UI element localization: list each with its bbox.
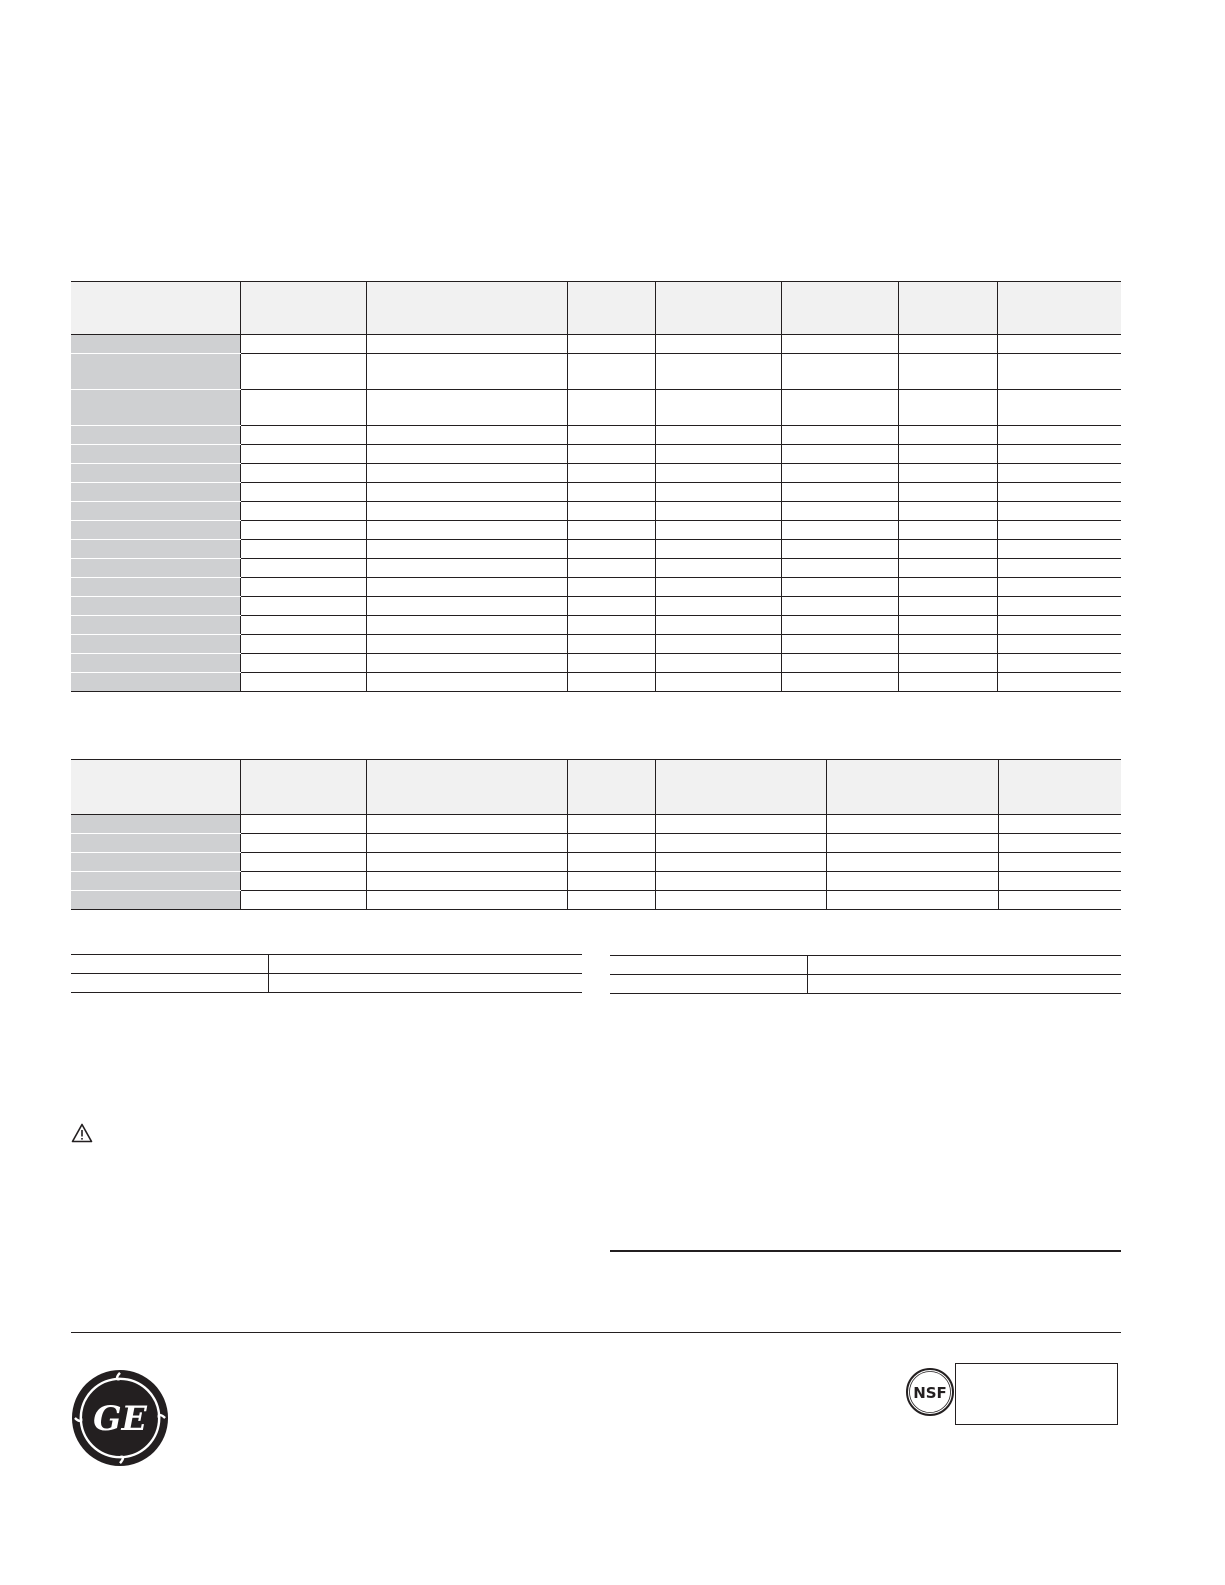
warning-triangle-icon bbox=[71, 1123, 93, 1143]
table-cell bbox=[998, 815, 1121, 834]
table-cell bbox=[366, 891, 567, 910]
table-cell bbox=[366, 540, 567, 559]
table-cell bbox=[655, 483, 781, 502]
table-cell bbox=[826, 815, 998, 834]
table-cell bbox=[781, 502, 898, 521]
row-header-cell bbox=[71, 483, 240, 502]
table-cell bbox=[366, 483, 567, 502]
column-header-cell bbox=[240, 282, 366, 335]
table-cell bbox=[655, 635, 781, 654]
table-cell bbox=[655, 464, 781, 483]
table-cell bbox=[567, 616, 655, 635]
table-cell bbox=[240, 559, 366, 578]
column-header-cell bbox=[655, 282, 781, 335]
table-cell bbox=[997, 521, 1121, 540]
table-cell bbox=[898, 426, 997, 445]
table-cell bbox=[567, 654, 655, 673]
table-cell bbox=[826, 872, 998, 891]
row-header-cell bbox=[71, 502, 240, 521]
row-header-cell bbox=[71, 521, 240, 540]
table-cell bbox=[366, 616, 567, 635]
row-header-cell bbox=[71, 578, 240, 597]
row-header-cell bbox=[71, 540, 240, 559]
kv-value-cell bbox=[268, 974, 582, 993]
kv-label-cell bbox=[610, 956, 807, 975]
row-header-cell bbox=[71, 834, 240, 853]
table-row bbox=[71, 335, 1121, 354]
table-cell bbox=[898, 540, 997, 559]
table-cell bbox=[655, 654, 781, 673]
table-cell bbox=[366, 872, 567, 891]
kv-table-right bbox=[610, 955, 1121, 994]
table-cell bbox=[998, 834, 1121, 853]
table-cell bbox=[655, 335, 781, 354]
table-cell bbox=[366, 354, 567, 390]
table-row bbox=[71, 445, 1121, 464]
table-row bbox=[71, 559, 1121, 578]
table-cell bbox=[240, 834, 366, 853]
table-cell bbox=[826, 891, 998, 910]
table-cell bbox=[240, 635, 366, 654]
table-cell bbox=[366, 502, 567, 521]
table-cell bbox=[655, 354, 781, 390]
table-cell bbox=[781, 390, 898, 426]
kv-label-cell bbox=[71, 955, 268, 974]
kv-value-cell bbox=[807, 975, 1121, 994]
table-cell bbox=[655, 891, 826, 910]
table-row bbox=[71, 502, 1121, 521]
table-cell bbox=[898, 635, 997, 654]
column-header-cell bbox=[240, 760, 366, 815]
table-cell bbox=[567, 502, 655, 521]
table-cell bbox=[240, 426, 366, 445]
table-cell bbox=[898, 578, 997, 597]
table-cell bbox=[240, 464, 366, 483]
row-header-cell bbox=[71, 673, 240, 692]
certification-box bbox=[955, 1363, 1118, 1425]
table-cell bbox=[567, 872, 655, 891]
table-cell bbox=[997, 578, 1121, 597]
spec-table-2 bbox=[71, 759, 1121, 910]
table-cell bbox=[366, 559, 567, 578]
table-cell bbox=[567, 578, 655, 597]
table-row bbox=[71, 540, 1121, 559]
column-header-cell bbox=[366, 760, 567, 815]
row-header-cell bbox=[71, 616, 240, 635]
table-row bbox=[71, 891, 1121, 910]
kv-row bbox=[610, 975, 1121, 994]
column-header-cell bbox=[997, 282, 1121, 335]
table-cell bbox=[997, 483, 1121, 502]
table-cell bbox=[898, 390, 997, 426]
table-row bbox=[71, 597, 1121, 616]
kv-row bbox=[71, 974, 582, 993]
table-cell bbox=[826, 853, 998, 872]
table-cell bbox=[366, 815, 567, 834]
table-cell bbox=[567, 521, 655, 540]
table-cell bbox=[240, 616, 366, 635]
table-cell bbox=[998, 891, 1121, 910]
table-cell bbox=[567, 891, 655, 910]
table-row bbox=[71, 521, 1121, 540]
table-cell bbox=[655, 426, 781, 445]
table-cell bbox=[655, 540, 781, 559]
table-cell bbox=[781, 483, 898, 502]
table-cell bbox=[567, 597, 655, 616]
row-header-cell bbox=[71, 597, 240, 616]
table-cell bbox=[567, 445, 655, 464]
table-cell bbox=[567, 426, 655, 445]
table-row bbox=[71, 390, 1121, 426]
table-cell bbox=[898, 597, 997, 616]
table-cell bbox=[567, 483, 655, 502]
table-cell bbox=[240, 540, 366, 559]
table-row bbox=[71, 815, 1121, 834]
row-header-cell bbox=[71, 559, 240, 578]
table-cell bbox=[997, 540, 1121, 559]
table-cell bbox=[997, 335, 1121, 354]
table-cell bbox=[567, 815, 655, 834]
table-cell bbox=[240, 521, 366, 540]
table-cell bbox=[781, 540, 898, 559]
table-cell bbox=[366, 597, 567, 616]
nsf-logo-text: NSF bbox=[913, 1384, 947, 1402]
table-cell bbox=[567, 635, 655, 654]
kv-value-cell bbox=[807, 956, 1121, 975]
table-cell bbox=[898, 464, 997, 483]
table-cell bbox=[366, 464, 567, 483]
table-cell bbox=[567, 673, 655, 692]
row-header-cell bbox=[71, 872, 240, 891]
table-cell bbox=[240, 891, 366, 910]
kv-table-left bbox=[71, 954, 582, 993]
table-cell bbox=[366, 426, 567, 445]
table-cell bbox=[655, 872, 826, 891]
table-cell bbox=[781, 521, 898, 540]
table-cell bbox=[898, 521, 997, 540]
table-cell bbox=[998, 853, 1121, 872]
table-cell bbox=[997, 559, 1121, 578]
kv-row bbox=[71, 955, 582, 974]
table-cell bbox=[781, 654, 898, 673]
table-cell bbox=[567, 464, 655, 483]
table-cell bbox=[567, 335, 655, 354]
table-cell bbox=[240, 654, 366, 673]
row-header-cell bbox=[71, 335, 240, 354]
table-cell bbox=[781, 578, 898, 597]
spec-table-1 bbox=[71, 281, 1121, 692]
row-header-cell bbox=[71, 390, 240, 426]
table-cell bbox=[240, 445, 366, 464]
table-cell bbox=[366, 578, 567, 597]
row-header-cell bbox=[71, 354, 240, 390]
table-cell bbox=[997, 502, 1121, 521]
table-cell bbox=[655, 853, 826, 872]
table-cell bbox=[898, 483, 997, 502]
table-cell bbox=[655, 390, 781, 426]
column-header-cell bbox=[71, 282, 240, 335]
table-cell bbox=[366, 635, 567, 654]
column-header-cell bbox=[898, 282, 997, 335]
row-header-cell bbox=[71, 891, 240, 910]
table-cell bbox=[997, 597, 1121, 616]
table-cell bbox=[655, 815, 826, 834]
table-row bbox=[71, 654, 1121, 673]
table-row bbox=[71, 872, 1121, 891]
footer-divider bbox=[71, 1332, 1121, 1333]
column-header-cell bbox=[655, 760, 826, 815]
table-cell bbox=[655, 597, 781, 616]
table-cell bbox=[240, 815, 366, 834]
table-cell bbox=[240, 597, 366, 616]
table-cell bbox=[655, 578, 781, 597]
table-cell bbox=[366, 445, 567, 464]
table-cell bbox=[366, 335, 567, 354]
table-cell bbox=[655, 521, 781, 540]
table-cell bbox=[567, 540, 655, 559]
column-header-cell bbox=[826, 760, 998, 815]
table-cell bbox=[898, 673, 997, 692]
table-header-row bbox=[71, 282, 1121, 335]
table-row bbox=[71, 578, 1121, 597]
table-cell bbox=[898, 654, 997, 673]
nsf-logo bbox=[905, 1367, 955, 1417]
table-cell bbox=[997, 616, 1121, 635]
table-cell bbox=[997, 654, 1121, 673]
table-cell bbox=[240, 853, 366, 872]
table-cell bbox=[826, 834, 998, 853]
table-cell bbox=[997, 426, 1121, 445]
table-cell bbox=[655, 445, 781, 464]
table-cell bbox=[655, 673, 781, 692]
kv-row bbox=[610, 956, 1121, 975]
table-cell bbox=[366, 673, 567, 692]
table-cell bbox=[781, 616, 898, 635]
table-row bbox=[71, 635, 1121, 654]
table-row bbox=[71, 483, 1121, 502]
kv-label-cell bbox=[71, 974, 268, 993]
table-cell bbox=[240, 502, 366, 521]
table-cell bbox=[567, 390, 655, 426]
table-cell bbox=[781, 445, 898, 464]
table-cell bbox=[240, 578, 366, 597]
table-cell bbox=[997, 390, 1121, 426]
table-row bbox=[71, 834, 1121, 853]
table-row bbox=[71, 853, 1121, 872]
table-cell bbox=[366, 834, 567, 853]
table-cell bbox=[567, 853, 655, 872]
table-cell bbox=[366, 853, 567, 872]
table-cell bbox=[366, 654, 567, 673]
table-cell bbox=[655, 834, 826, 853]
column-header-cell bbox=[567, 760, 655, 815]
section-divider bbox=[610, 1250, 1121, 1252]
table-row bbox=[71, 426, 1121, 445]
row-header-cell bbox=[71, 445, 240, 464]
row-header-cell bbox=[71, 815, 240, 834]
ge-logo-text: GE bbox=[93, 1398, 147, 1438]
table-row bbox=[71, 673, 1121, 692]
table-cell bbox=[781, 426, 898, 445]
table-cell bbox=[366, 390, 567, 426]
table-cell bbox=[240, 335, 366, 354]
table-cell bbox=[898, 502, 997, 521]
table-cell bbox=[998, 872, 1121, 891]
kv-label-cell bbox=[610, 975, 807, 994]
table-cell bbox=[898, 559, 997, 578]
table-cell bbox=[240, 483, 366, 502]
table-cell bbox=[781, 354, 898, 390]
column-header-cell bbox=[567, 282, 655, 335]
table-cell bbox=[997, 673, 1121, 692]
table-cell bbox=[366, 521, 567, 540]
table-cell bbox=[655, 616, 781, 635]
table-cell bbox=[997, 464, 1121, 483]
column-header-cell bbox=[366, 282, 567, 335]
column-header-cell bbox=[781, 282, 898, 335]
table-row bbox=[71, 616, 1121, 635]
table-cell bbox=[781, 464, 898, 483]
table-cell bbox=[567, 834, 655, 853]
table-cell bbox=[781, 335, 898, 354]
table-cell bbox=[567, 354, 655, 390]
row-header-cell bbox=[71, 853, 240, 872]
table-cell bbox=[997, 635, 1121, 654]
table-row bbox=[71, 354, 1121, 390]
kv-value-cell bbox=[268, 955, 582, 974]
column-header-cell bbox=[71, 760, 240, 815]
column-header-cell bbox=[998, 760, 1121, 815]
table-cell bbox=[781, 673, 898, 692]
row-header-cell bbox=[71, 426, 240, 445]
table-cell bbox=[567, 559, 655, 578]
table-cell bbox=[781, 597, 898, 616]
table-cell bbox=[655, 502, 781, 521]
row-header-cell bbox=[71, 635, 240, 654]
table-cell bbox=[240, 872, 366, 891]
table-cell bbox=[240, 390, 366, 426]
table-cell bbox=[898, 335, 997, 354]
table-cell bbox=[898, 445, 997, 464]
table-cell bbox=[997, 354, 1121, 390]
row-header-cell bbox=[71, 464, 240, 483]
ge-monogram-logo bbox=[71, 1369, 169, 1467]
table-header-row bbox=[71, 760, 1121, 815]
table-cell bbox=[781, 559, 898, 578]
table-cell bbox=[898, 354, 997, 390]
table-cell bbox=[240, 354, 366, 390]
table-cell bbox=[781, 635, 898, 654]
table-cell bbox=[240, 673, 366, 692]
table-cell bbox=[997, 445, 1121, 464]
row-header-cell bbox=[71, 654, 240, 673]
table-row bbox=[71, 464, 1121, 483]
table-cell bbox=[655, 559, 781, 578]
table-cell bbox=[898, 616, 997, 635]
